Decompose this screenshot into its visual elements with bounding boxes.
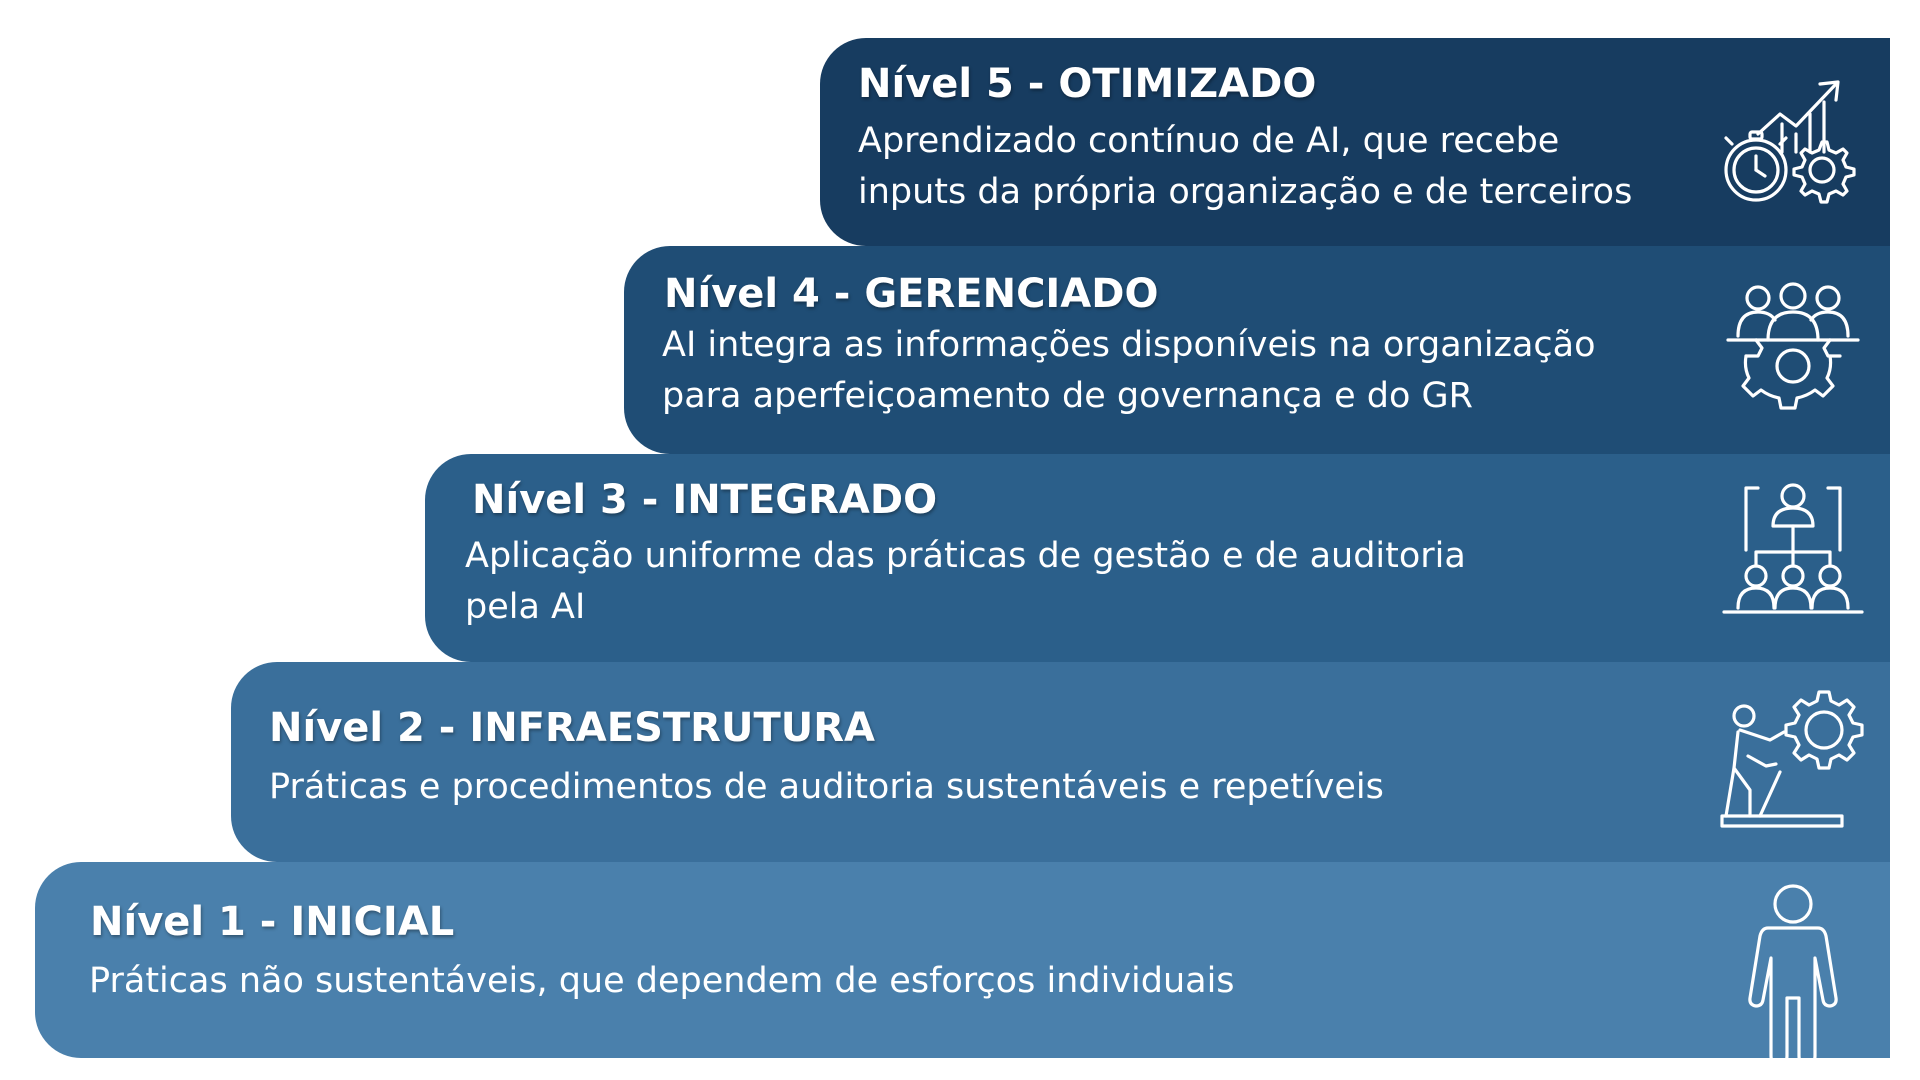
level-4-description-line-1: AI integra as informações disponíveis na organização (662, 325, 1596, 365)
level-1-title: Nível 1 - INICIAL (90, 899, 455, 945)
level-4-description-line-2: para aperfeiçoamento de governança e do GR (662, 376, 1473, 416)
level-1-description (89, 956, 1235, 1007)
level-5-description-line-1: Aprendizado contínuo de AI, que recebe (858, 121, 1560, 161)
level-2-description-line-1: Práticas e procedimentos de auditoria sustentáveis e repetíveis (269, 767, 1384, 807)
level-1-description-line-1: Práticas não sustentáveis, que dependem de esforços individuais (89, 961, 1235, 1001)
level-3-description-line-2: pela AI (465, 587, 586, 627)
person-pushing-gear-icon (1718, 686, 1868, 836)
level-4-description (662, 320, 1596, 422)
level-1-step (35, 862, 1890, 1058)
level-4-title: Nível 4 - GERENCIADO (664, 271, 1159, 317)
level-3-title: Nível 3 - INTEGRADO (472, 477, 938, 523)
level-5-title: Nível 5 - OTIMIZADO (858, 61, 1317, 107)
level-5-step (820, 38, 1890, 246)
level-3-description (465, 531, 1466, 633)
hierarchy-team-icon (1718, 480, 1868, 630)
level-5-description-line-2: inputs da própria organização e de terceiros (858, 172, 1633, 212)
level-2-title: Nível 2 - INFRAESTRUTURA (269, 705, 875, 751)
growth-gears-stopwatch-icon (1718, 62, 1868, 212)
level-2-step (231, 662, 1890, 862)
level-3-description-line-1: Aplicação uniforme das práticas de gestão e de auditoria (465, 536, 1466, 576)
level-5-description (858, 116, 1632, 218)
level-3-step (425, 454, 1890, 662)
team-gear-icon (1718, 274, 1868, 424)
single-person-icon (1718, 882, 1868, 1058)
level-4-step (624, 246, 1890, 454)
level-2-description (269, 762, 1384, 813)
